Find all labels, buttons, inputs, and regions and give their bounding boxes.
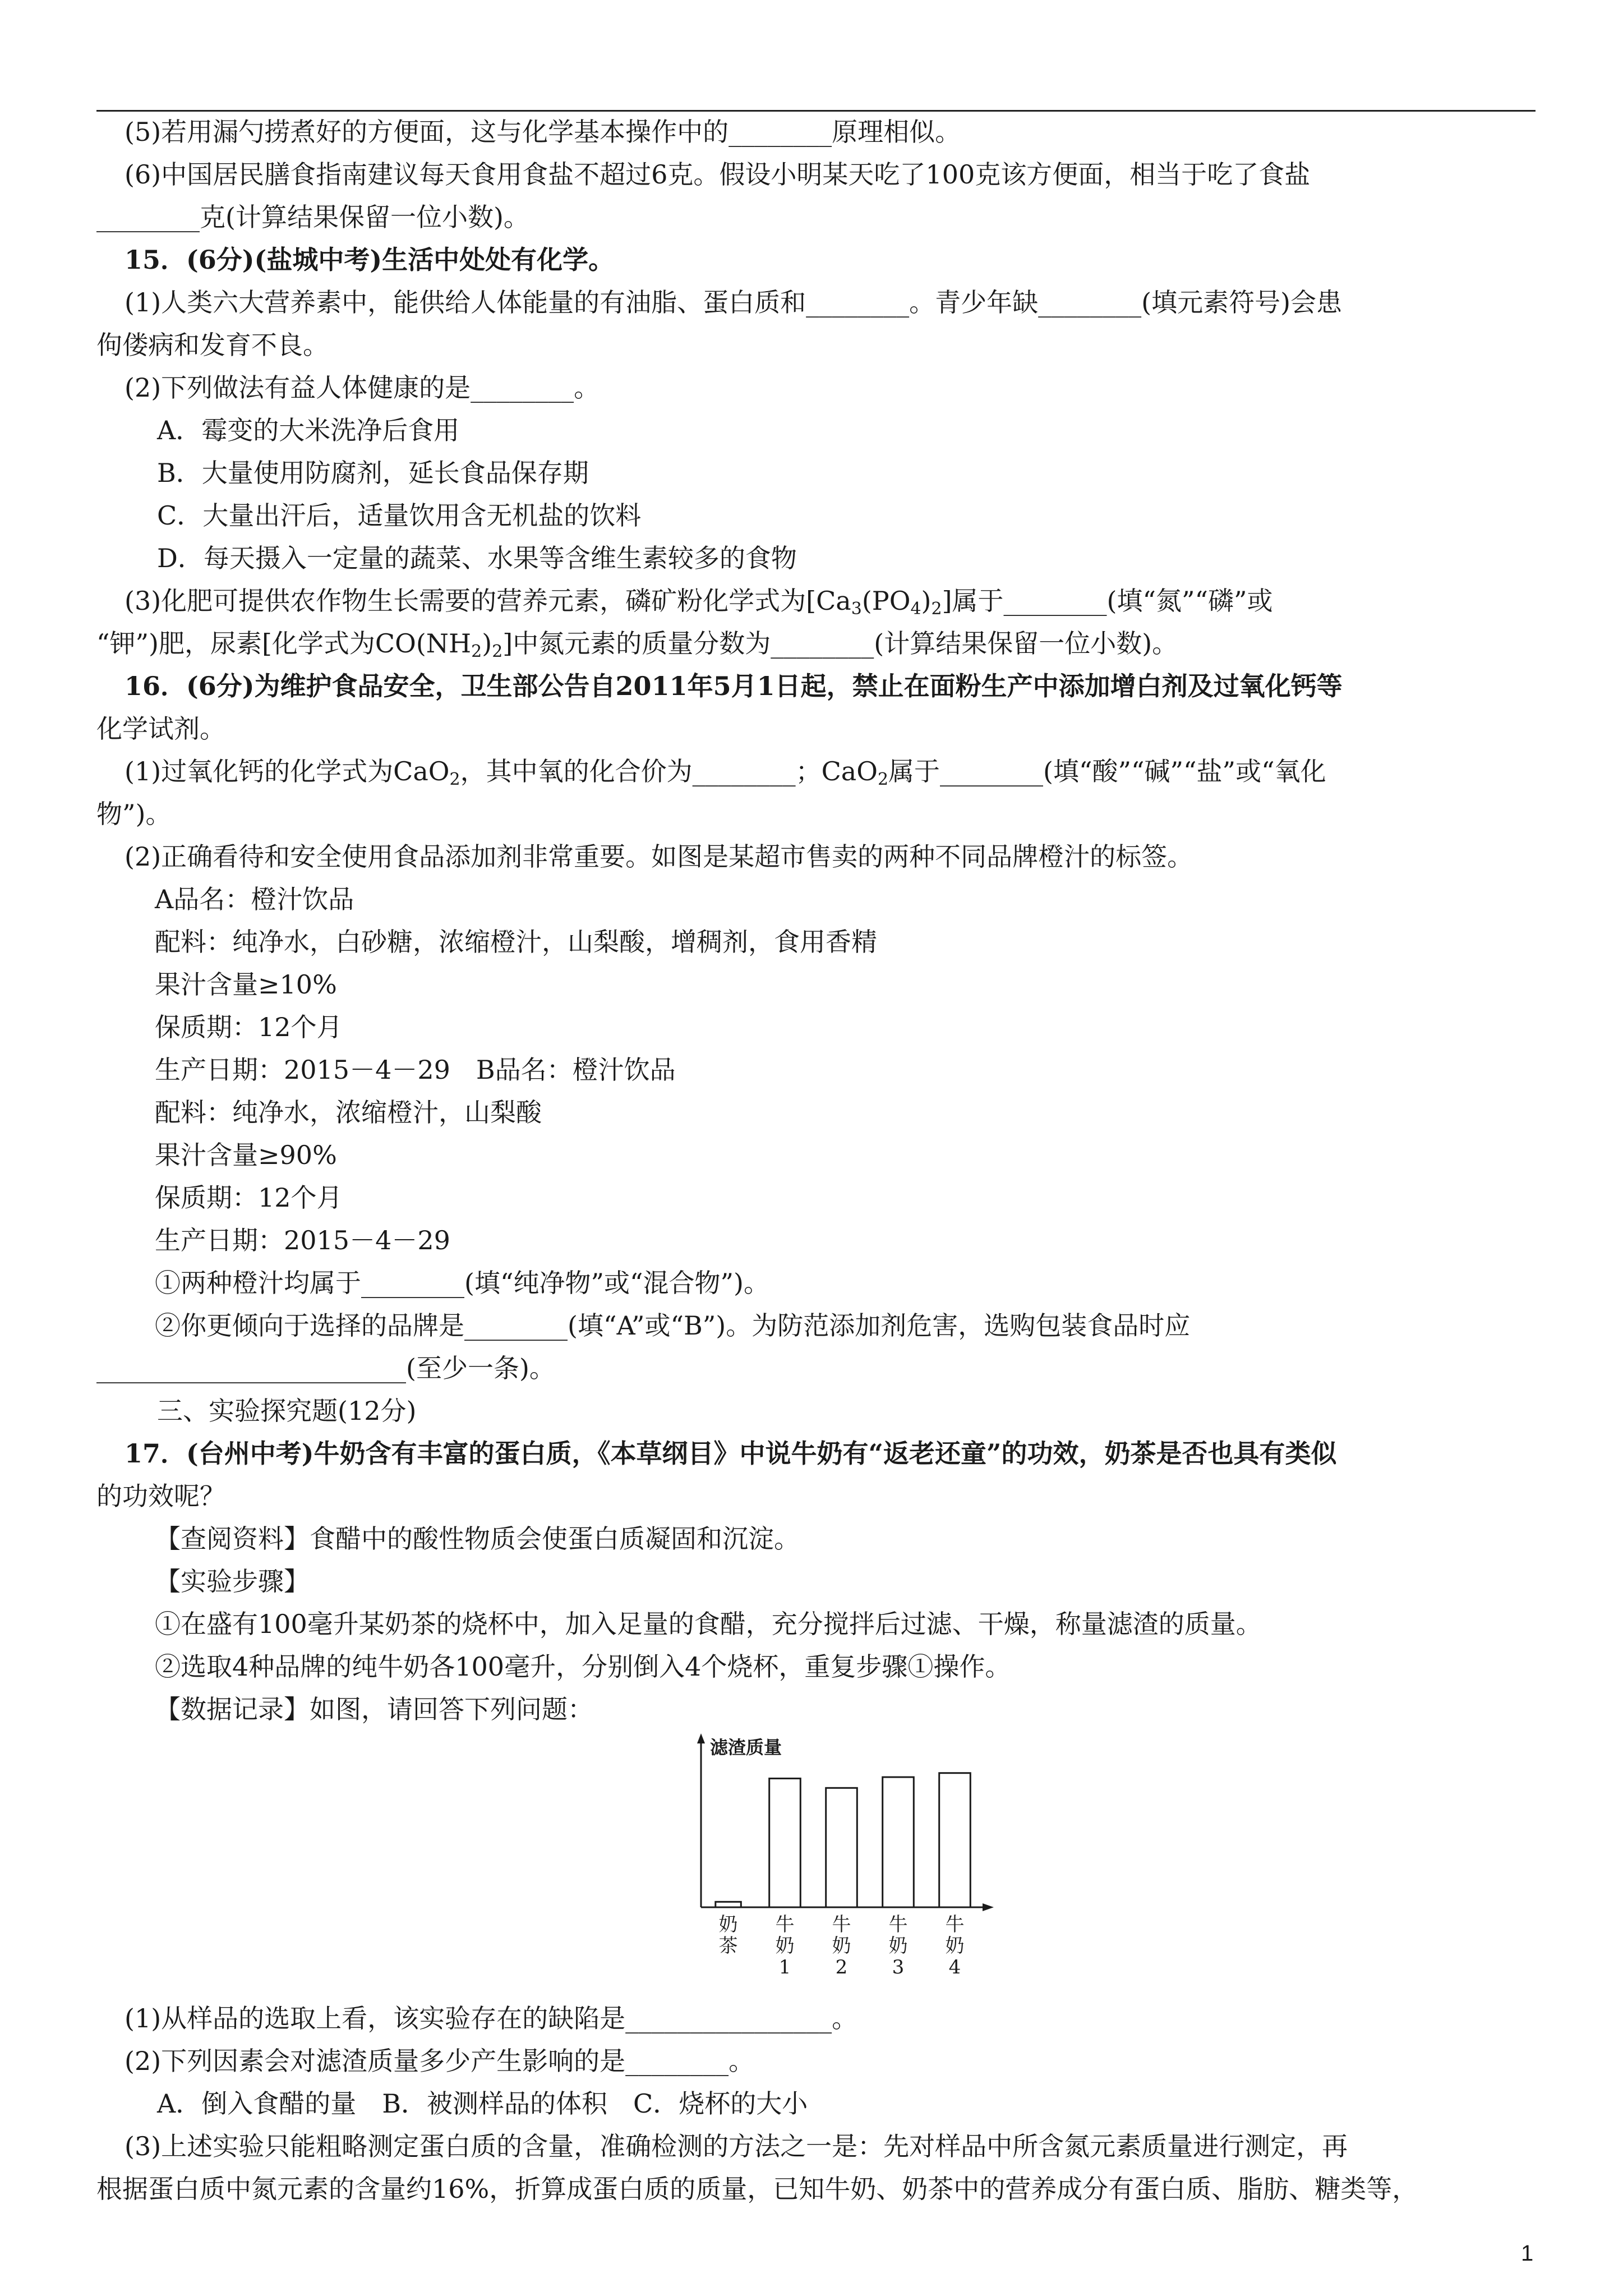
q17-heading-cont: 的功效呢？ — [96, 1481, 225, 1511]
category-label-1-2: 1 — [778, 1956, 791, 1978]
filter-residue-bar-chart — [673, 1733, 1021, 1991]
category-label-1-0: 牛 — [775, 1913, 795, 1936]
bar-0 — [716, 1902, 741, 1907]
q15-option-c: C．大量出汗后，适量饮用含无机盐的饮料 — [157, 500, 642, 531]
bar-1 — [769, 1778, 801, 1907]
header-rule — [96, 110, 1536, 112]
q15-heading: 15．(6分)(盐城中考)生活中处处有化学。 — [125, 245, 615, 275]
q17-part1: (1)从样品的选取上看，该实验存在的缺陷是________________。 — [125, 2003, 858, 2033]
category-label-4-0: 牛 — [945, 1913, 965, 1936]
q17-reference: 【查阅资料】食醋中的酸性物质会使蛋白质凝固和沉淀。 — [155, 1524, 800, 1554]
q14-part6-cont: ________克(计算结果保留一位小数)。 — [96, 202, 529, 232]
q16-sub2: ②你更倾向于选择的品牌是________(填“A”或“B”)。为防范添加剂危害，选购包装食品时应 — [155, 1310, 1191, 1341]
category-label-3-0: 牛 — [888, 1913, 908, 1936]
page-number: 1 — [1521, 2241, 1534, 2266]
label-a-date-b-name: 生产日期：2015－4－29 B品名：橙汁饮品 — [155, 1055, 676, 1085]
y-axis-arrow — [697, 1733, 705, 1743]
q15-part3: (3)化肥可提供农作物生长需要的营养元素，磷矿粉化学式为$[Ca_3(PO_4)_2]$属于________(填“氮”“磷”或 — [125, 586, 1273, 619]
category-label-0-0: 奶 — [718, 1913, 738, 1936]
label-a-ingredients: 配料：纯净水，白砂糖，浓缩橙汁，山梨酸，增稠剂，食用香精 — [155, 927, 877, 957]
category-label-3-1: 奶 — [888, 1935, 908, 1957]
q17-part2: (2)下列因素会对滤渣质量多少产生影响的是________。 — [125, 2046, 755, 2076]
q17-data-record: 【数据记录】如图，请回答下列问题： — [155, 1694, 593, 1724]
bar-3 — [883, 1777, 914, 1907]
category-label-4-1: 奶 — [945, 1935, 965, 1957]
q15-part3-cont: “钾”)肥，尿素[化学式为$CO(NH_2)_2$]中氮元素的质量分数为________(计算结果保留一位小数)。 — [96, 628, 1178, 661]
q16-part1: (1)过氧化钙的化学式为CaO$_2$，其中氧的化合价为________；CaO$_2$属于________(填“酸”“碱”“盐”或“氧化 — [125, 756, 1326, 789]
label-b-shelf-life: 保质期：12个月 — [155, 1182, 343, 1213]
category-label-4-2: 4 — [948, 1956, 961, 1978]
q17-part2-options: A．倒入食醋的量 B．被测样品的体积 C．烧杯的大小 — [157, 2088, 808, 2119]
x-axis-arrow — [983, 1903, 994, 1911]
q17-heading: 17．(台州中考)牛奶含有丰富的蛋白质，《本草纲目》中说牛奶有“返老还童”的功效，奶茶是否也具有类似 — [125, 1438, 1337, 1469]
q14-part6: (6)中国居民膳食指南建议每天食用食盐不超过6克。假设小明某天吃了100克该方便面，相当于吃了食盐 — [125, 159, 1311, 190]
y-axis-label: 滤渣质量 — [710, 1737, 782, 1758]
q16-part1-cont: 物”)。 — [96, 799, 172, 829]
q17-part3: (3)上述实验只能粗略测定蛋白质的含量，准确检测的方法之一是：先对样品中所含氮元素质量进行测定，再 — [125, 2131, 1348, 2161]
label-a-shelf-life: 保质期：12个月 — [155, 1012, 343, 1042]
q17-steps-heading: 【实验步骤】 — [155, 1566, 310, 1596]
q16-sub1: ①两种橙汁均属于________(填“纯净物”或“混合物”)。 — [155, 1268, 769, 1298]
section-three-heading: 三、实验探究题(12分) — [157, 1396, 417, 1426]
q15-option-a: A．霉变的大米洗净后食用 — [157, 415, 460, 445]
label-b-date: 生产日期：2015－4－29 — [155, 1225, 450, 1255]
q15-option-b: B．大量使用防腐剂，延长食品保存期 — [157, 458, 589, 488]
label-a-name: A品名：橙汁饮品 — [155, 884, 354, 914]
q17-part3-cont: 根据蛋白质中氮元素的含量约16%，折算成蛋白质的质量，已知牛奶、奶茶中的营养成分有蛋白质、脂肪、糖类等， — [96, 2174, 1418, 2204]
q17-step1: ①在盛有100毫升某奶茶的烧杯中，加入足量的食醋，充分搅拌后过滤、干燥，称量滤渣的质量。 — [155, 1609, 1262, 1639]
q14-part5: (5)若用漏勺捞煮好的方便面，这与化学基本操作中的________原理相似。 — [125, 117, 961, 147]
q15-option-d: D．每天摄入一定量的蔬菜、水果等含维生素较多的食物 — [157, 543, 797, 573]
chart-category-labels — [719, 1913, 965, 1978]
category-label-2-0: 牛 — [832, 1913, 851, 1936]
q16-heading: 16．(6分)为维护食品安全，卫生部公告自2011年5月1日起，禁止在面粉生产中添加增白剂及过氧化钙等 — [125, 671, 1343, 701]
category-label-0-1: 茶 — [718, 1935, 738, 1957]
chart-bars — [716, 1773, 971, 1907]
category-label-3-2: 3 — [892, 1956, 905, 1978]
category-label-1-1: 奶 — [775, 1935, 795, 1957]
bar-2 — [826, 1788, 857, 1907]
bar-4 — [939, 1773, 971, 1907]
category-label-2-1: 奶 — [832, 1935, 851, 1957]
label-b-ingredients: 配料：纯净水，浓缩橙汁，山梨酸 — [155, 1097, 542, 1128]
q17-step2: ②选取4种品牌的纯牛奶各100毫升，分别倒入4个烧杯，重复步骤①操作。 — [155, 1651, 1011, 1682]
q15-part1: (1)人类六大营养素中，能供给人体能量的有油脂、蛋白质和________。青少年缺________(填元素符号)会患 — [125, 287, 1343, 318]
q16-part2: (2)正确看待和安全使用食品添加剂非常重要。如图是某超市售卖的两种不同品牌橙汁的标签。 — [125, 841, 1193, 872]
q15-part1-cont: 佝偻病和发育不良。 — [96, 330, 329, 360]
q16-sub2-cont: ________________________(至少一条)。 — [96, 1353, 555, 1383]
label-b-juice: 果汁含量≥90% — [155, 1140, 337, 1170]
q15-part2: (2)下列做法有益人体健康的是________。 — [125, 372, 600, 403]
category-label-2-2: 2 — [835, 1956, 848, 1978]
q16-heading-cont: 化学试剂。 — [96, 714, 225, 744]
label-a-juice: 果汁含量≥10% — [155, 969, 337, 1000]
